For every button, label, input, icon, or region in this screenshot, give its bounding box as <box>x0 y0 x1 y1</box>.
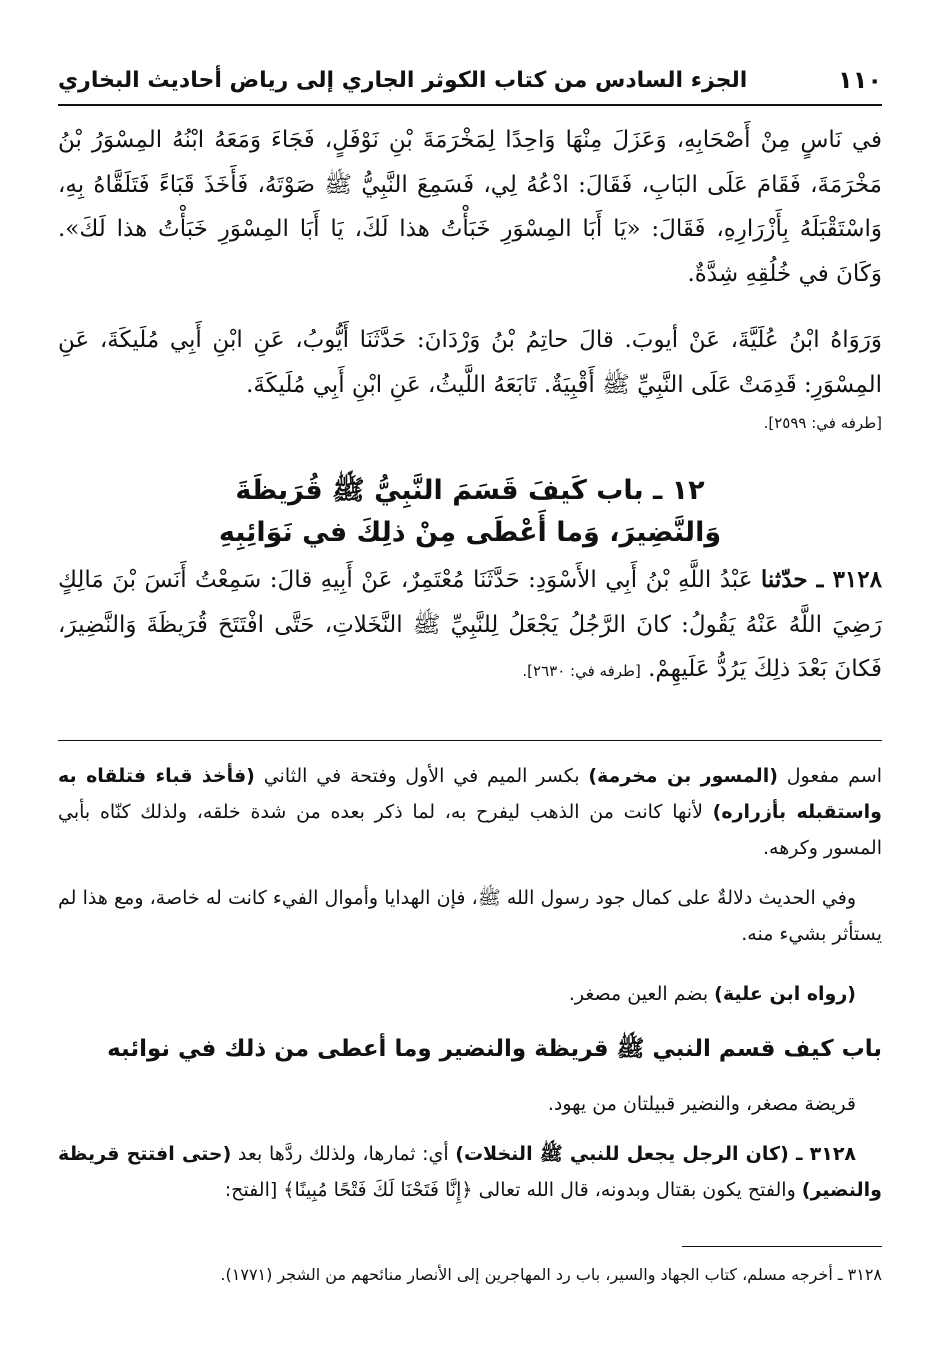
header-title: الجزء السادس من كتاب الكوثر الجاري إلى رياض أحاديث البخاري <box>58 67 748 93</box>
commentary-text: بكسر الميم في الأول وفتحة في الثاني <box>254 765 589 787</box>
commentary-chapter-heading: باب كيف قسم النبي ﷺ قريظة والنضير وما أعطى من ذلك في نوائبه <box>107 1036 882 1062</box>
hadith-number: ٣١٢٨ ـ حدّثنا <box>760 566 882 593</box>
commentary-divider <box>58 740 882 741</box>
chapter-heading <box>58 470 882 554</box>
commentary-quote: (رواه ابن علية) <box>714 983 856 1005</box>
commentary-paragraph-1 <box>58 758 882 866</box>
hadith-3128 <box>58 558 882 694</box>
commentary-text: لأنها كانت من الذهب ليفرح به، لما ذكر بعده من شدة خلقه، ولذلك كنّاه بأبي المسور وكرهه. <box>58 801 882 859</box>
commentary-text: بضم العين مصغر. <box>568 983 715 1005</box>
commentary-paragraph-5 <box>58 1136 882 1208</box>
commentary-quote: ٣١٢٨ ـ (كان الرجل يجعل للنبي ﷺ النخلات) <box>455 1143 857 1165</box>
chapter-heading-line-1: ١٢ ـ باب كَيفَ قَسَمَ النَّبِيُّ ﷺ قُرَيظَةَ <box>235 475 705 506</box>
footnote-divider <box>682 1246 882 1247</box>
commentary-paragraph-3 <box>58 976 882 1012</box>
header-rule <box>58 104 882 106</box>
footnote: ٣١٢٨ ـ أخرجه مسلم، كتاب الجهاد والسير، باب رد المهاجرين إلى الأنصار منائحهم من الشجر (١٧٧١). <box>220 1265 882 1284</box>
commentary-text: أي: ثمارها، ولذلك ردَّها بعد <box>231 1143 456 1165</box>
hadith-reference: [طرفه في: ٢٦٣٠]. <box>522 662 641 680</box>
running-header <box>58 62 882 98</box>
commentary-quote: (المسور بن مخرمة) <box>588 765 778 787</box>
commentary-paragraph-2: وفي الحديث دلالةٌ على كمال جود رسول الله ﷺ، فإن الهدايا وأموال الفيء كانت له خاصة، ومع هذا لم يستأثر بشيء منه. <box>58 887 882 945</box>
commentary-paragraph-4: قريضة مصغر، والنضير قبيلتان من يهود. <box>547 1093 856 1115</box>
commentary-quote: (فأخذ قباء فتلقاه به واستقبله بأزراره) <box>58 765 882 823</box>
commentary-text: والفتح يكون بقتال وبدونه، قال الله تعالى ﴿إِنَّا فَتَحْنَا لَكَ فَتْحًا مُبِينًا﴾ [الفتح: <box>224 1179 802 1201</box>
cross-reference-1: [طرفه في: ٢٥٩٩]. <box>763 414 882 432</box>
page-number: ١١٠ <box>838 66 882 94</box>
matn-paragraph-2: وَرَوَاهُ ابْنُ عُلَيَّةَ، عَنْ أيوبَ. قالَ حاتِمُ بْنُ وَرْدَانَ: حَدَّثَنَا أَيُّوبُ، عَنِ ابْنِ أَبِي مُلَيكَةَ، عَنِ المِسْوَرِ: قَدِمَتْ عَلَى النَّبِيِّ ﷺ أَقْبِيَةٌ. تَابَعَهُ اللَّيثُ، عَنِ ابْنِ أَبِي مُلَيكَةَ. <box>58 327 882 398</box>
chapter-heading-line-2: وَالنَّضِيرَ، وَما أَعْطَى مِنْ ذلِكَ في نَوَائِبِهِ <box>218 517 722 548</box>
hadith-text: عَبْدُ اللَّهِ بْنُ أَبِي الأَسْوَدِ: حَدَّثَنَا مُعْتَمِرٌ، عَنْ أَبِيهِ قالَ: سَمِعْتُ أَنَسَ بْنَ مَالِكٍ رَضِيَ اللَّهُ عَنْهُ يَقُولُ: كانَ الرَّجُلُ يَجْعَلُ لِلنَّبِيِّ ﷺ النَّخَلاتِ، حَتَّى افْتَتَحَ قُرَيظَةَ وَالنَّضِيرَ، فَكانَ بَعْدَ ذلِكَ يَرُدُّ عَلَيهِمْ. <box>58 567 882 682</box>
commentary-quote: (حتى افتتح قريظة والنضير) <box>58 1143 882 1201</box>
commentary-text: اسم مفعول <box>777 765 883 787</box>
matn-paragraph-1: في نَاسٍ مِنْ أَصْحَابِهِ، وَعَزَلَ مِنْهَا وَاحِدًا لِمَخْرَمَةَ بْنِ نَوْفَلٍ، فَجَاءَ وَمَعَهُ ابْنُهُ المِسْوَرُ بْنُ مَخْرَمَةَ، فَقَامَ عَلَى البَابِ، فَقَالَ: ادْعُهُ لِي، فَسَمِعَ النَّبِيُّ ﷺ صَوْتَهُ، فَأَخَذَ قَبَاءً فَتَلَقَّاهُ بِهِ، وَاسْتَقْبَلَهُ بِأَزْرَارِهِ، فَقَالَ: «يَا أَبَا المِسْوَرِ خَبَأْتُ هذا لَكَ، يَا أَبَا المِسْوَرِ خَبَأْتُ هذا لَكَ». وَكَانَ في خُلُقِهِ شِدَّةٌ. <box>58 127 882 287</box>
